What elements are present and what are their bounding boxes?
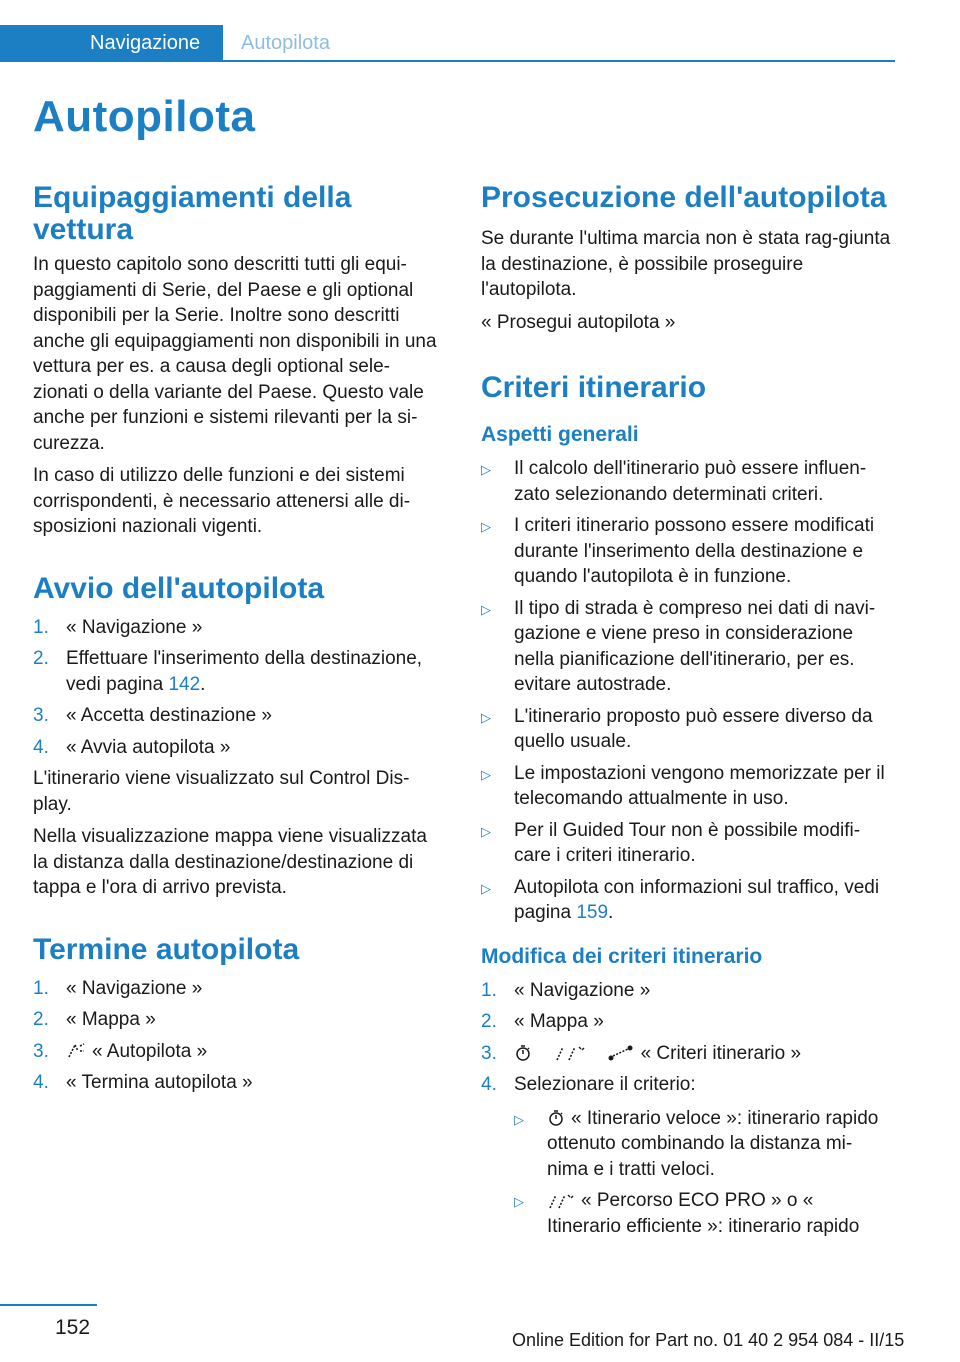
route-efficient-icon	[607, 1044, 635, 1062]
right-column	[481, 182, 891, 1245]
bullet-list	[481, 456, 891, 926]
left-column	[33, 182, 443, 1102]
list-item: ▷ Il tipo di strada è compreso nei dati di navi‐gazione e viene preso in considerazione nella pianificazione dell'itinerario, per es. evitare autostrade.	[481, 597, 876, 695]
page-link[interactable]: 142	[168, 673, 201, 695]
eco-route-icon	[551, 1044, 587, 1062]
list-item: ▷ Le impostazioni vengono memorizzate per il telecomando attualmente in uso.	[481, 762, 885, 809]
tab-autopilota[interactable]: Autopilota	[241, 32, 330, 54]
list-item: ▷ Per il Guided Tour non è possibile modifi‐care i criteri itinerario.	[481, 819, 861, 866]
page-number: 152	[55, 1316, 91, 1339]
list-item: ▷ L'itinerario proposto può essere diverso da quello usuale.	[481, 705, 873, 752]
list-item: 2. Effettuare l'inserimento della destinazione, vedi pagina 142.	[33, 648, 423, 695]
list-item: ▷ Il calcolo dell'itinerario può essere influen‐zato selezionando determinati criteri.	[481, 458, 867, 505]
section-title-prosecuzione: Prosecuzione dell'autopilota	[481, 181, 887, 214]
page-link[interactable]: 159	[576, 902, 609, 923]
list-item: 2. « Mappa »	[33, 1009, 156, 1030]
paragraph: In caso di utilizzo delle funzioni e dei sistemi corrispondenti, è necessario attenersi alle di‐sposizioni nazionali vigenti.	[33, 465, 411, 537]
list-item: ▷ « Itinerario veloce »: itinerario rapido ottenuto combinando la distanza mi‐nima e i tratti veloci.	[514, 1107, 879, 1180]
page-title: Autopilota	[33, 92, 256, 141]
list-item: ▷ Autopilota con informazioni sul traffico, vedi pagina 159.	[481, 876, 880, 923]
eco-route-icon	[547, 1192, 575, 1210]
subsection-title-modifica: Modifica dei criteri itinerario	[481, 944, 763, 968]
section-title-avvio: Avvio dell'autopilota	[33, 571, 325, 605]
list-item: 4. Selezionare il criterio: ▷ « Itinerario veloce »: itinerario rapido ottenuto combinando la distanza mi‐nima e i tratti veloci. ▷ « Percorso ECO PRO » o « Itinerario efficiente »: itinerario rapido	[481, 1072, 891, 1239]
list-item: 4. « Termina autopilota »	[33, 1072, 253, 1093]
list-item: ▷ I criteri itinerario possono essere modificati durante l'inserimento della destinazione e quando l'autopilota è in funzione.	[481, 515, 875, 587]
list-item: 3. « Autopilota »	[33, 1040, 208, 1062]
section-title-equipaggiamenti: Equipaggiamenti della vettura	[33, 181, 352, 246]
header-divider	[0, 60, 895, 62]
list-item: 3. « Accetta destinazione »	[33, 705, 272, 726]
stopwatch-icon	[547, 1109, 565, 1127]
list-item: 3. « Criteri itinerario »	[481, 1042, 802, 1064]
list-item: 1. « Navigazione »	[33, 616, 203, 638]
footer-divider	[0, 1304, 97, 1306]
steps-list-criteri	[481, 978, 891, 1240]
list-item: 4. « Avvia autopilota »	[33, 736, 231, 758]
paragraph: L'itinerario viene visualizzato sul Control Dis‐play.	[33, 768, 410, 815]
list-item: 1. « Navigazione »	[481, 979, 651, 1001]
paragraph: Nella visualizzazione mappa viene visualizzata la distanza dalla destinazione/destinazione di tappa e l'ora di arrivo prevista.	[33, 826, 427, 898]
subsection-title-aspetti: Aspetti generali	[481, 423, 639, 446]
section-title-termine: Termine autopilota	[33, 932, 300, 966]
autopilot-icon	[66, 1042, 86, 1060]
steps-list-termine	[33, 976, 443, 1096]
tab-navigazione[interactable]	[0, 25, 223, 61]
paragraph: In questo capitolo sono descritti tutti gli equi‐paggiamenti di Serie, del Paese e gli optional disponibili per la Serie. Inoltre sono descritti anche gli equipaggiamenti non disponibili in una vettura per es. a causa degli optional sele‐zionati o della variante del Paese. Questo vale anche per funzioni e sistemi rilevanti per la si‐curezza.	[33, 254, 437, 454]
list-item: 2. « Mappa »	[481, 1011, 604, 1032]
tab-navigazione-label: Navigazione	[90, 32, 201, 54]
list-item: 1. « Navigazione »	[33, 977, 203, 999]
paragraph: Se durante l'ultima marcia non è stata rag‐giunta la destinazione, è possibile proseguire l'autopilota.	[481, 228, 891, 300]
edition-text: Online Edition for Part no. 01 40 2 954 084 - II/15	[512, 1330, 905, 1350]
section-title-criteri: Criteri itinerario	[481, 371, 707, 404]
steps-list-avvio	[33, 615, 443, 761]
option-list	[514, 1106, 891, 1240]
stopwatch-icon	[514, 1044, 532, 1062]
list-item: ▷ « Percorso ECO PRO » o « Itinerario efficiente »: itinerario rapido	[514, 1190, 860, 1237]
paragraph: « Prosegui autopilota »	[481, 311, 676, 333]
